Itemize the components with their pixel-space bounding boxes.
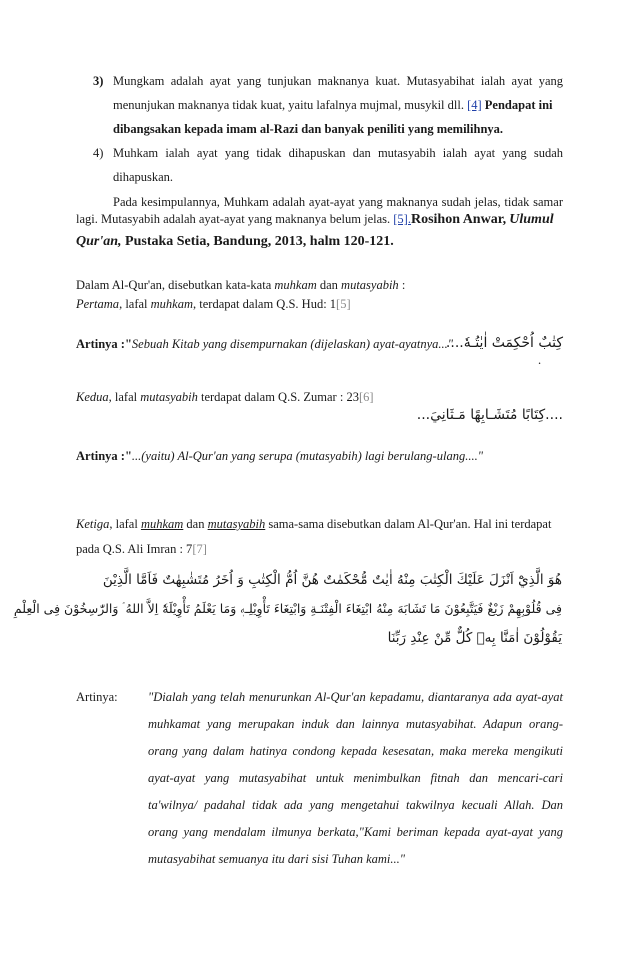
list-number-4: 4) bbox=[93, 146, 104, 160]
item4-line1: Muhkam ialah ayat yang tidak dihapuskan dan mutasyabih ialah ayat yang sudah bbox=[113, 146, 563, 160]
kedua-line: Kedua, lafal mutasyabih terdapat dalam Q.S. Zumar : 23[6] bbox=[76, 390, 374, 404]
reference-link-4[interactable]: [4] bbox=[467, 98, 482, 112]
item3-line1: Mungkam adalah ayat yang tunjukan maknanya kuat. Mutasyabihat ialah ayat yang bbox=[113, 74, 563, 88]
arabic-verse-line3: يَقُوْلُوْنَ اٰمَنَّا بِهٖ كُلٌّ مِّنْ عِنْدِ رَبِّنَا bbox=[387, 630, 562, 646]
intro-line2: Pertama, lafal muhkam, terdapat dalam Q.S. Hud: 1[5] bbox=[76, 297, 351, 311]
translation-line-3: orang yang dalam hatinya condong kepada kesesatan, maka mereka mengikuti bbox=[148, 744, 563, 758]
item3-line2: menunjukan maknanya tidak kuat, yaitu lafalnya mujmal, musykil dll. [4] Pendapat ini bbox=[113, 98, 553, 112]
translation-label: Artinya: bbox=[76, 690, 118, 704]
artinya2-line: Artinya :"...(yaitu) Al-Qur'an yang serupa (mutasyabih) lagi berulang-ulang...." bbox=[76, 449, 483, 463]
list-number-3: 3) bbox=[93, 74, 104, 88]
artinya1-line: Artinya :"Sebuah Kitab yang disempurnakan (dijelaskan) ayat-ayatnya..." bbox=[76, 337, 454, 351]
reference-6-zumar[interactable]: [6] bbox=[358, 390, 374, 404]
item3-line3: dibangsakan kepada imam al-Razi dan banyak peniliti yang memilihnya. bbox=[113, 122, 504, 136]
reference-link-5[interactable]: [5]. bbox=[393, 212, 411, 226]
arabic-zumar-23: ....كِتَابًا مُتَشَـابِهًا مَـثَانِيَ... bbox=[416, 407, 563, 423]
artinya1-dot: . bbox=[538, 353, 542, 367]
conclusion-line2: lagi. Mutasyabih adalah ayat-ayat yang maknanya belum jelas. [5].Rosihon Anwar, Ulumul bbox=[76, 212, 554, 227]
translation-line-5: ta'wilnya/ padahal tidak ada yang mengetahui takwilnya kecuali Allah. Dan bbox=[148, 798, 563, 812]
reference-5-hud[interactable]: [5] bbox=[336, 297, 351, 311]
intro-line1: Dalam Al-Qur'an, disebutkan kata-kata muhkam dan mutasyabih : bbox=[76, 278, 406, 292]
translation-line-6: orang yang mendalam ilmunya berkata,"Kami beriman kepada ayat-ayat yang bbox=[148, 825, 563, 839]
conclusion-line1: Pada kesimpulannya, Muhkam adalah ayat-ayat yang maknanya sudah jelas, tidak samar bbox=[113, 195, 563, 209]
conclusion-line3: Qur'an, Pustaka Setia, Bandung, 2013, halm 120-121. bbox=[76, 234, 394, 249]
arabic-verse-line2: فِى قُلُوْبِهِمْ زَيْغٌ فَيَتَّبِعُوْنَ مَا تَشَابَهَ مِنْهُ ابْتِغَاءَ الْفِتْنَـةِ وَابْتِغَاءَ تَأْوِيْلِـهٖ وَمَا يَعْلَمُ تَأْوِيْلَهٗٓ اِلاَّ اللهُ ۘ وَالرّٰسِخُوْنَ فِى الْعِلْمِ bbox=[13, 601, 562, 616]
item4-line2: dihapuskan. bbox=[113, 170, 174, 184]
translation-line-2: muhkamat yang merupakan induk dan lainnya mutasyabihat. Adapun orang- bbox=[148, 717, 563, 731]
translation-line-7: mutasyabihat semuanya itu dari sisi Tuhan kami..." bbox=[148, 852, 405, 866]
ketiga-line2: pada Q.S. Ali Imran : 7[7] bbox=[76, 542, 207, 556]
arabic-verse-line1: هُوَ الَّذِيْٓ اَنْزَلَ عَلَيْكَ الْكِتٰبَ مِنْهُ اٰيٰتٌ مُّحْكَمٰتٌ هُنَّ اُمُّ الْكِتٰبِ وَ اُخَرُ مُتَشٰبِهٰتٌ فَاَمَّا الَّذِيْنَ bbox=[102, 572, 562, 588]
reference-7-ali-imran[interactable]: [7] bbox=[192, 542, 207, 556]
translation-line-4: ayat-ayat yang mutasyabihat untuk menimbulkan fitnah dan mencari-cari bbox=[148, 771, 563, 785]
ketiga-line1: Ketiga, lafal muhkam dan mutasyabih sama-sama disebutkan dalam Al-Qur'an. Hal ini terdapat bbox=[76, 517, 552, 531]
translation-line-1: "Dialah yang telah menurunkan Al-Qur'an kepadamu, diantaranya ada ayat-ayat bbox=[148, 690, 563, 704]
arabic-hud-1: كِتٰبٌ اُحْكِمَتْ اٰيٰتُـهٗ.... bbox=[445, 335, 563, 351]
